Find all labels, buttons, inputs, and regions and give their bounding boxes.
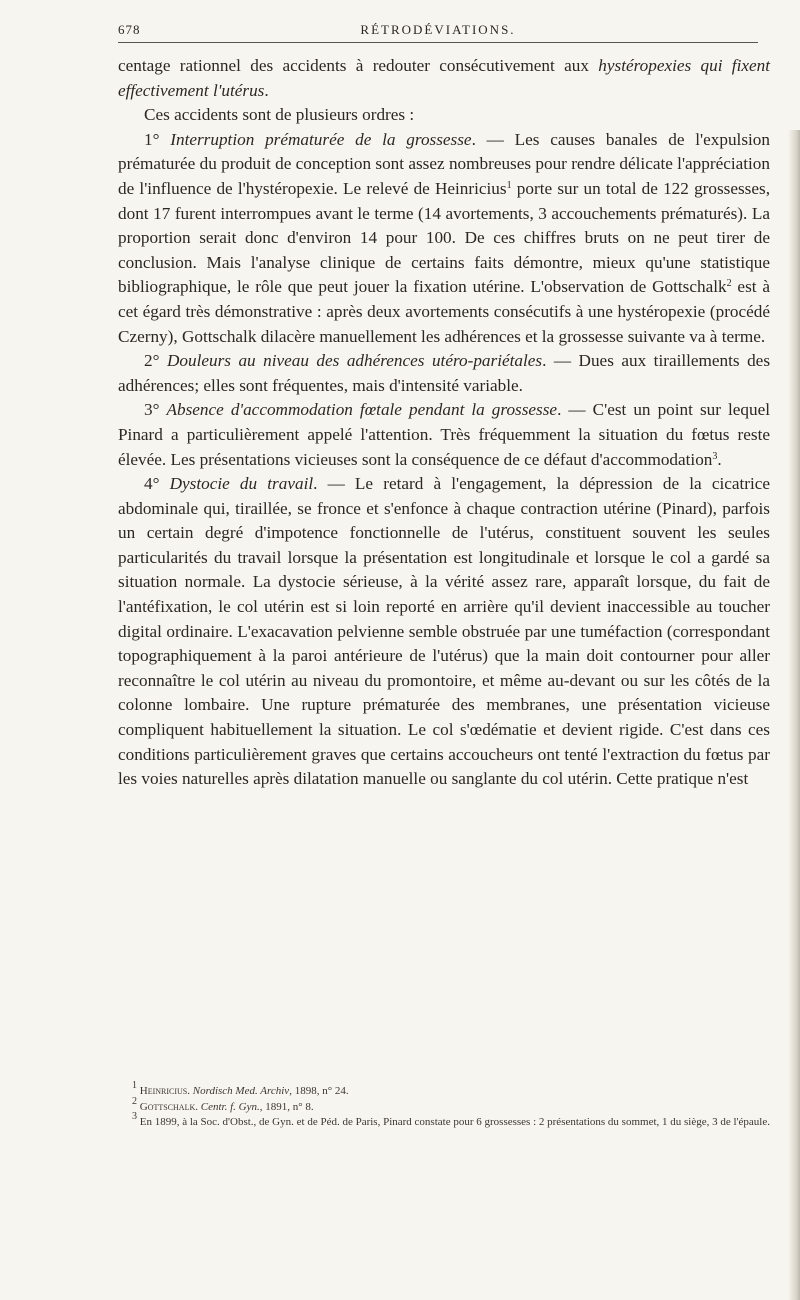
paragraph-2: Ces accidents sont de plusieurs ordres : xyxy=(144,105,415,125)
text-span: est à cet égard très démonstrative : après deux avortements consécutifs à une hystéropexie (procédé Czerny), Gottschalk dilacère manuellement les adhérences et la grossesse suivante va à terme. xyxy=(118,277,770,346)
page-edge-shadow xyxy=(788,130,800,1300)
paragraph-4 xyxy=(118,349,770,398)
paragraph-5 xyxy=(118,398,770,472)
item-number: 3° xyxy=(144,400,167,420)
section-heading: Absence d'accommodation fœtale pendant la grossesse xyxy=(166,400,558,420)
footnote-author: Heinricius xyxy=(139,1085,188,1097)
footnote-ref: 3 xyxy=(712,450,718,462)
paragraph-3 xyxy=(118,128,770,349)
text-span: . xyxy=(264,80,269,100)
header-rule xyxy=(118,42,758,43)
footnote-text: En 1899, à la Soc. d'Obst., de Gyn. et de Péd. de Paris, Pinard constate pour 6 grossesses : 2 présentations du sommet, 1 du siège, 3 de l'épaule. xyxy=(139,1116,770,1128)
text-span: . xyxy=(195,1100,201,1113)
section-heading: Dystocie du travail xyxy=(169,474,314,494)
footnote-source: Centr. f. Gyn. xyxy=(200,1100,260,1113)
page-number: 678 xyxy=(118,22,141,37)
text-span: . — Le retard à l'engagement, la dépression de la cicatrice abdominale qui, tiraillée, se fronce et s'enfonce à chaque contraction utérine (Pinard), parfois un certain degré d'impotence fonctionnelle de l'utérus, constituent souvent les seules particularités du travail lorsque la présentation est longitudinale et lorsque le col a gardé sa situation normale. La dystocie sérieuse, à la vérité assez rare, apparaît lorsque, du fait de l'antéfixation, le col utérin est si loin reporté en arrière qu'il devient inaccessible au toucher digital ordinaire. L'exacavation pelvienne semble obstruée par une tuméfaction (correspondant topographiquement à la paroi antérieure de l'utérus) que la main doit contourner pour aller reconnaître le col utérin au niveau du promontoire, et même au-devant ou sur les côtés de la colonne lombaire. Une rupture prématurée des membranes, une présentation vicieuse compliquent habituellement la situation. Le col s'œdématie et devient rigide. C'est dans ces conditions particulièrement graves que certains accoucheurs ont tenté l'extraction du fœtus par les voies naturelles après dilatation manuelle ou sanglante du col utérin. Cette pratique n'est xyxy=(118,474,771,789)
footnotes xyxy=(118,1080,770,1131)
text-span: , 1891, n° 8. xyxy=(259,1100,314,1113)
item-number: 1° xyxy=(144,129,171,149)
footnote-mark: 2 xyxy=(132,1095,137,1107)
footnote-2 xyxy=(118,1095,770,1116)
paragraph-6 xyxy=(118,472,770,792)
footnote-mark: 3 xyxy=(132,1111,137,1122)
section-heading: Douleurs au niveau des adhérences utéro-pariétales xyxy=(166,351,543,371)
item-number: 4° xyxy=(144,474,170,494)
italic-term: hystéropexies qui fixent effectivement l'utérus xyxy=(118,56,770,100)
footnote-ref: 2 xyxy=(726,278,732,290)
text-span: . — Les causes banales de l'expulsion prématurée du produit de conception sont assez nombreuses pour rendre délicate l'appréciation de l'influence de l'hystéropexie. Le relevé de Heinricius xyxy=(118,129,770,198)
text-span: . xyxy=(187,1085,193,1097)
footnote-mark: 1 xyxy=(132,1080,137,1091)
footnote-ref: 1 xyxy=(506,179,512,191)
main-text xyxy=(118,54,770,792)
paragraph-1 xyxy=(118,54,770,103)
item-number: 2° xyxy=(144,351,167,371)
page-header xyxy=(118,18,758,40)
text-span: porte sur un total de 122 grossesses, dont 17 furent interrompues avant le terme (14 avortements, 3 accouchements prématurés). La proportion serait donc d'environ 14 pour 100. De ces chiffres bruts on ne peut tirer de conclusion. Mais l'analyse clinique de certains faits démontre, mieux qu'une statistique bibliographique, le rôle que peut jouer la fixation utérine. L'observation de Gottschalk xyxy=(118,178,770,297)
footnote-1 xyxy=(118,1080,770,1100)
footnote-author: Gottschalk xyxy=(139,1100,196,1113)
footnote-3 xyxy=(118,1111,770,1131)
running-title: RÉTRODÉVIATIONS. xyxy=(360,22,516,37)
text-span: . — C'est un point sur lequel Pinard a particulièrement appelé l'attention. Très fréquemment la situation du fœtus reste élevée. Les présentations vicieuses sont la conséquence de ce défaut d'accommodation xyxy=(118,400,770,469)
text-span: , 1898, n° 24. xyxy=(289,1085,349,1097)
text-span: . — Dues aux tiraillements des adhérences; elles sont fréquentes, mais d'intensité variable. xyxy=(118,351,771,395)
text-span: . xyxy=(717,449,722,469)
footnote-source: Nordisch Med. Archiv xyxy=(192,1085,290,1097)
section-heading: Interruption prématurée de la grossesse xyxy=(170,129,472,149)
text-span: centage rationnel des accidents à redouter consécutivement aux xyxy=(118,56,599,75)
